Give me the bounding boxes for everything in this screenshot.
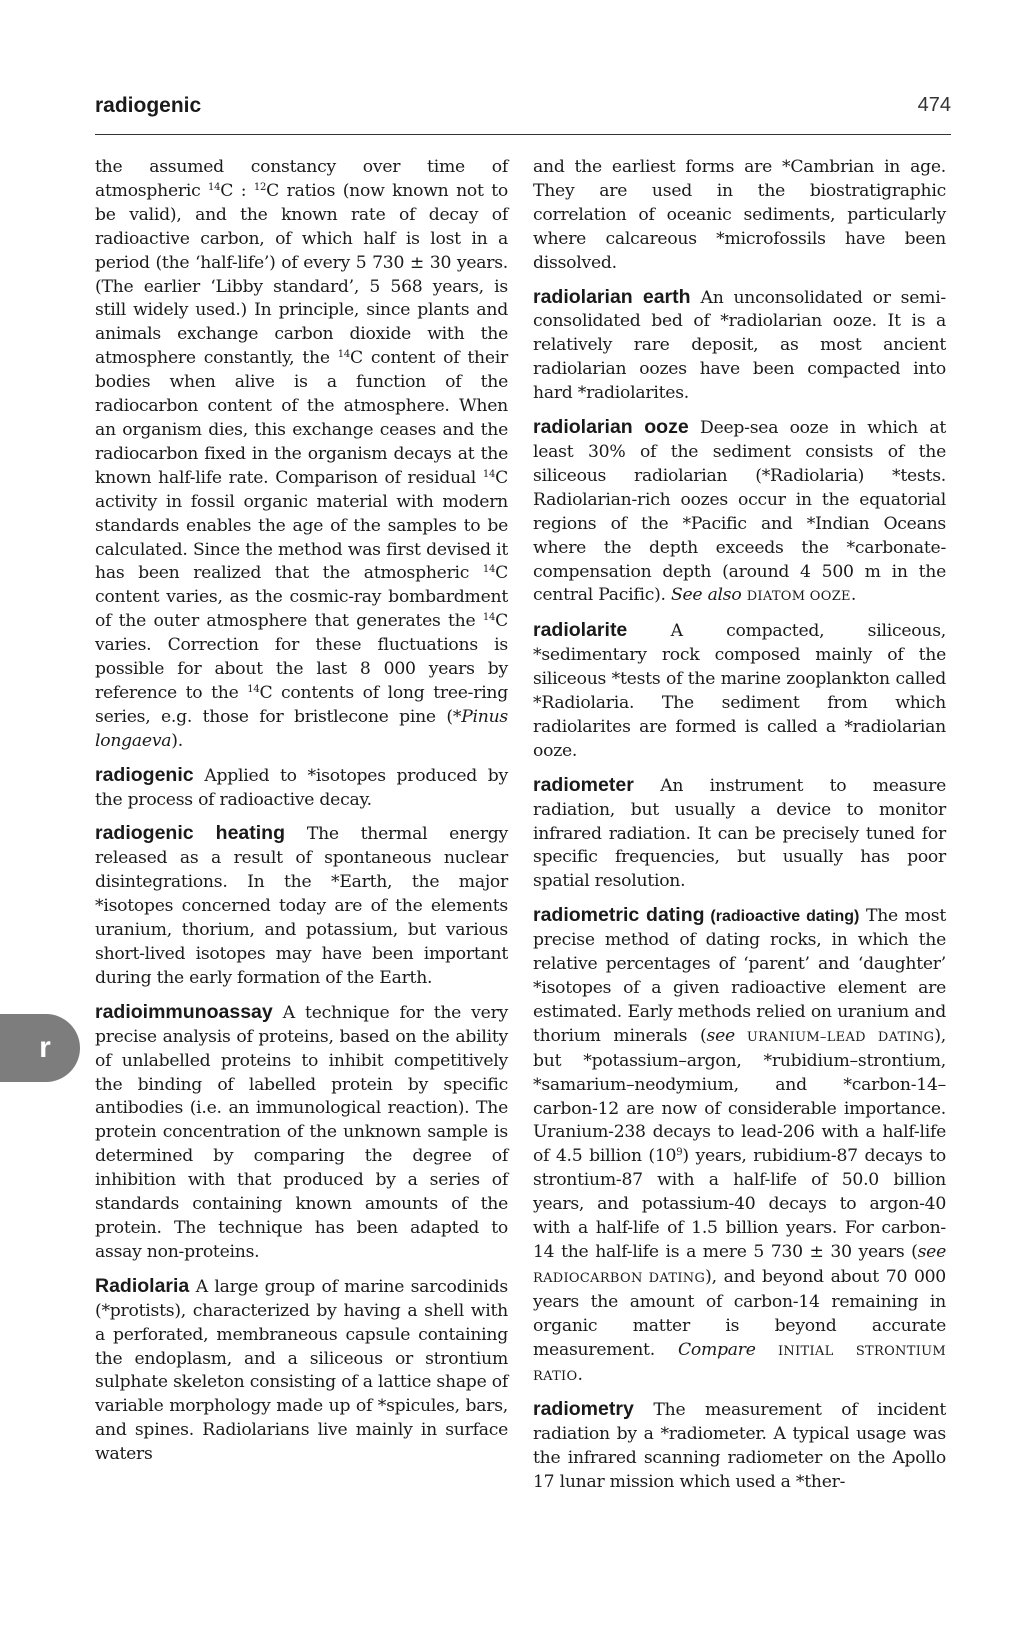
entry-text: Deep-sea ooze in which at least 30% of the sediment consists of the siliceous radiolarian (*Radiolaria) *tests. Radiolarian-rich oozes occur in the equatorial regions of the *Pacific and *Indian Oceans where the depth exceeds the *carbonate-compensation depth (around 4 500 m in the central Pacific). xyxy=(533,418,946,606)
see-label: see xyxy=(917,1241,946,1262)
entry-headword: radiogenic xyxy=(95,763,194,786)
entry-text: C : xyxy=(220,180,254,201)
entry-headword: radiometric dating xyxy=(533,904,705,927)
entry-text: A compacted, siliceous, *sedimentary rock composed mainly of the siliceous *tests of the marine zooplankton called *Radiolaria. The sediment from which radiolarites are formed is called a *radiolarian ooze. xyxy=(533,621,946,761)
superscript: 14 xyxy=(482,564,496,576)
see-label: see xyxy=(706,1025,735,1046)
entry-text: C content varies, as the cosmic-ray bombardment of the outer atmosphere that generates the xyxy=(95,563,508,632)
entry-text: C varies. Correction for these fluctuations is possible for about the last 8 000 years by reference to the xyxy=(95,611,508,703)
italic-species-name: Pinus longaeva xyxy=(95,706,508,751)
entry-text: An unconsolidated or semi-consolidated bed of *radiolarian ooze. It is a relatively rare deposit, as most ancient radiolarian oozes have been compacted into hard *radiolarites. xyxy=(533,287,946,404)
right-column xyxy=(533,156,946,1505)
entry-text: The thermal energy released as a result of spontaneous nuclear disintegrations. In the *Earth, the major *isotopes concerned today are of the elements uranium, thorium, and potassium, but various short-lived isotopes may have been important during the early formation of the Earth. xyxy=(95,824,509,988)
entry-radiolarite xyxy=(533,619,946,763)
running-head: radiogenic xyxy=(95,94,202,117)
entry-radiolaria xyxy=(95,1275,508,1467)
entry-headword: Radiolaria xyxy=(95,1274,190,1297)
entry-headword: radiolarian earth xyxy=(533,285,691,308)
entry-text: A technique for the very precise analysis of proteins, based on the ability of unlabelled proteins to inhibit competitively the binding of labelled protein by specific antibodies (i.e. an immunological reaction). The protein concentration of the unknown sample is determined by comparing the degree of inhibition with that produced by a series of standards containing known amounts of the protein. The technique has been adapted to assay non-proteins. xyxy=(95,1002,508,1262)
entry-headword: radiometer xyxy=(533,773,634,796)
entry-text: A large group of marine sarcodinids (*protists), characterized by having a shell with a perforated, membraneous capsule containing the endoplasm, and a siliceous or strontium sulphate skeleton consisting of a lattice shape of variable morphology made up of *spicules, bars, and spines. Radiolarians live mainly in surface waters xyxy=(95,1276,508,1465)
entry-text: ). xyxy=(171,730,183,751)
entry-radiometer xyxy=(533,774,946,895)
cross-reference: URANIUM–LEAD DATING xyxy=(734,1029,935,1045)
entry-text: C content of their bodies when alive is a function of the radiocarbon content of the atmosphere. When an organism dies, this exchange ceases and the radiocarbon fixed in the organism decays at the known half-life rate. Comparison of residual xyxy=(95,348,508,488)
entry-radiocarbon-continuation xyxy=(95,156,508,754)
superscript: 12 xyxy=(253,181,267,193)
entry-text: The measurement of incident radiation by a *radiometer. A typical usage was the infrared scanning radiometer on the Apollo 17 lunar mission which used a *ther- xyxy=(533,1400,946,1493)
entry-headword: radiolarite xyxy=(533,619,628,642)
thumb-tab-letter: r xyxy=(39,1031,51,1064)
page-header xyxy=(95,94,951,135)
entry-text: C ratios (now known not to be valid), and the known rate of decay of radioactive carbon, of which half is lost in a period (the ‘half-life’) of every 5 730 ± 30 years. (The earlier ‘Libby standard’, 5 568 years, is still widely used.) In principle, since plants and animals exchange carbon dioxide with the atmosphere constantly, the xyxy=(95,180,509,369)
entry-headword: radiolarian ooze xyxy=(533,416,689,439)
superscript: 14 xyxy=(482,468,496,480)
entry-text: C contents of long tree-ring series, e.g. those for bristlecone pine (* xyxy=(95,682,509,727)
entry-radiometric-dating xyxy=(533,904,946,1388)
entry-radiogenic xyxy=(95,764,508,813)
entry-text: . xyxy=(577,1364,583,1385)
entry-text: ) years, rubidium-87 decays to strontium-87 with a half-life of 50.0 billion years, and potassium-40 decays to argon-40 with a half-life of 1.5 billion years. For carbon-14 the half-life is a mere 5 730 ± 30 years ( xyxy=(533,1146,946,1262)
entry-headword: radioimmunoassay xyxy=(95,1000,273,1023)
superscript: 14 xyxy=(337,349,350,361)
entry-text: the assumed constancy over time of atmospheric xyxy=(95,157,508,201)
superscript: 14 xyxy=(482,612,496,624)
cross-reference: INITIAL STRONTIUM RATIO xyxy=(533,1343,946,1384)
superscript: 14 xyxy=(247,683,260,695)
entry-radiogenic-heating xyxy=(95,822,508,990)
superscript: 9 xyxy=(676,1147,683,1159)
page-number: 474 xyxy=(917,94,951,116)
entry-radioimmunoassay xyxy=(95,1001,508,1265)
entry-text: and the earliest forms are *Cambrian in age. They are used in the biostratigraphic correlation of oceanic sediments, particularly where calcareous *microfossils have been dissolved. xyxy=(533,157,946,273)
entry-text: ), but *potassium–argon, *rubidium–strontium, *samarium–neodymium, and *carbon-14–carbon-12 are now of considerable importance. Uranium-238 decays to lead-206 with a half-life of 4.5 billion (10 xyxy=(533,1025,947,1167)
left-column xyxy=(95,156,508,1477)
alternate-term: (radioactive dating) xyxy=(704,908,860,926)
entry-radiolarian-earth xyxy=(533,286,946,407)
cross-reference: RADIOCARBON DATING xyxy=(533,1270,706,1286)
entry-radiolarian-ooze xyxy=(533,416,946,609)
entry-headword: radiometry xyxy=(533,1398,634,1421)
entry-text: Applied to *isotopes produced by the process of radioactive decay. xyxy=(95,765,508,810)
entry-text: ), and beyond about 70 000 years the amount of carbon-14 remaining in organic matter is beyond accurate measurement. xyxy=(533,1266,946,1360)
see-also-label: See also xyxy=(670,585,742,606)
compare-label: Compare xyxy=(677,1339,756,1360)
entry-text: The most precise method of dating rocks, in which the relative percentages of ‘parent’ and ‘daughter’ *isotopes of a given radioactive element are estimated. Early methods relied on uranium and thorium minerals ( xyxy=(533,906,946,1046)
cross-reference: DIATOM OOZE xyxy=(746,589,851,605)
entry-radiolaria-continuation xyxy=(533,156,946,276)
entry-text: C activity in fossil organic material with modern standards enables the age of the samples to be calculated. Since the method was first devised it has been realized that the atmospheric xyxy=(95,467,508,584)
entry-text: . xyxy=(850,585,857,606)
alphabet-thumb-tab xyxy=(0,1014,80,1082)
entry-headword: radiogenic heating xyxy=(95,822,285,845)
entry-text: An instrument to measure radiation, but usually a device to monitor infrared radiation. It can be precisely tuned for specific frequencies, but usually has poor spatial resolution. xyxy=(533,775,946,892)
entry-radiometry xyxy=(533,1398,946,1495)
superscript: 14 xyxy=(208,181,221,193)
